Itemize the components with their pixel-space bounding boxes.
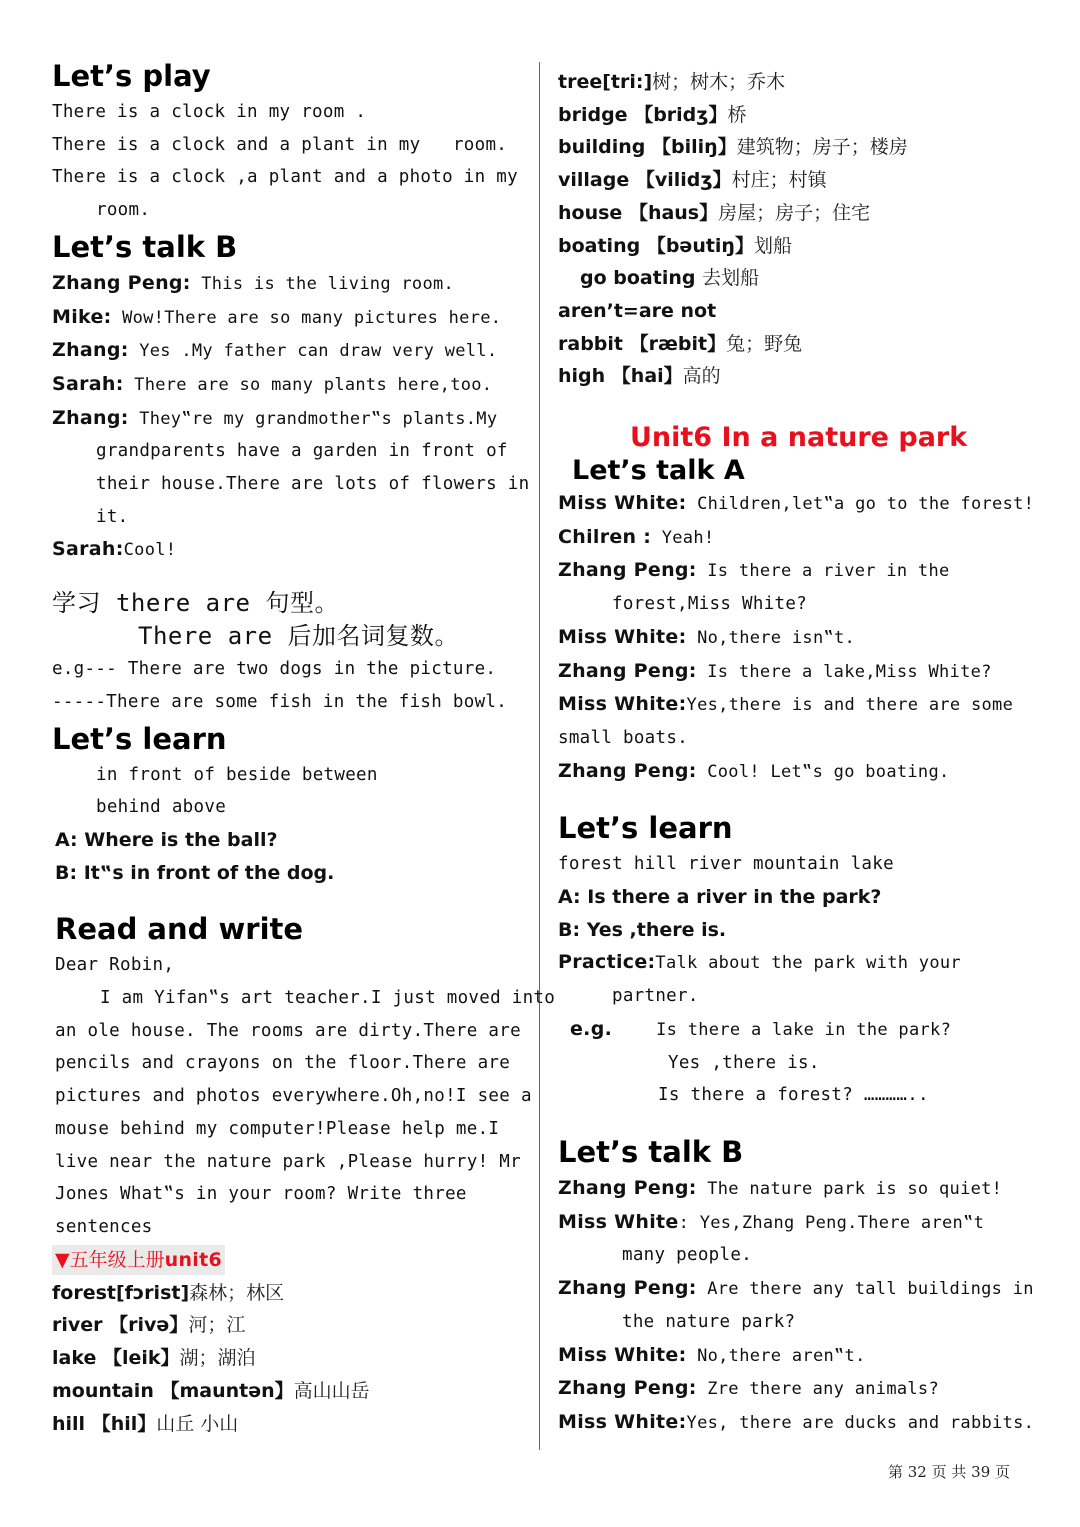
dialogue-continuation: grandparents have a garden in front of bbox=[96, 441, 508, 462]
letter-line: Dear Robin, bbox=[55, 955, 175, 976]
dialogue-line: Zhang Peng: Cool! Let‟s go boating. bbox=[558, 759, 950, 782]
letter-line: pictures and photos everywhere.Oh,no!I see a bbox=[55, 1086, 532, 1107]
dialogue-continuation: the nature park? bbox=[622, 1311, 796, 1332]
vocab-words: forest hill river mountain lake bbox=[558, 854, 894, 875]
vocab-item: aren’t=are not bbox=[558, 299, 717, 322]
dialogue-line: Zhang Peng: Is there a lake,Miss White? bbox=[558, 659, 992, 682]
dialogue-line: Miss White: Yes,Zhang Peng.There aren‟t bbox=[558, 1210, 985, 1233]
unit-tag: ▼五年级上册unit6 bbox=[52, 1244, 524, 1277]
vocab-item: bridge 【bridʒ】桥 bbox=[558, 103, 747, 126]
letter-line: pencils and crayons on the floor.There are bbox=[55, 1053, 511, 1074]
dialogue-continuation: forest,Miss White? bbox=[612, 594, 808, 615]
vocab-item: go boating 去划船 bbox=[580, 267, 760, 290]
dialogue-continuation: small boats. bbox=[558, 727, 689, 748]
dialogue-line: Miss White:Yes, there are ducks and rabbits. bbox=[558, 1410, 1035, 1433]
grammar-note: 学习 there are 句型。 bbox=[52, 589, 339, 618]
section-title-lets-talk-b: Let’s talk B bbox=[52, 229, 238, 264]
dialogue-line: Sarah:Cool! bbox=[52, 538, 177, 561]
left-column bbox=[52, 56, 556, 1440]
letter-line: mouse behind my computer!Please help me.I bbox=[55, 1118, 500, 1139]
practice-line: Practice:Talk about the park with your bbox=[558, 951, 961, 974]
vocab-words: behind above bbox=[96, 797, 227, 818]
section-title-lets-play: Let’s play bbox=[52, 59, 211, 93]
section-title-lets-learn: Let’s learn bbox=[52, 721, 227, 756]
text-line: room. bbox=[96, 200, 151, 221]
vocab-item: building 【biliŋ】建筑物；房子；楼房 bbox=[558, 136, 908, 159]
page-number: 第 32 页 共 39 页 bbox=[888, 1463, 1011, 1481]
section-title-lets-talk-b: Let’s talk B bbox=[558, 1134, 744, 1169]
vocab-item: lake 【leik】湖；湖泊 bbox=[52, 1347, 256, 1370]
grammar-note: There are 后加名词复数。 bbox=[138, 622, 459, 651]
text-line: There is a clock ,a plant and a photo in my bbox=[52, 167, 518, 188]
letter-line: an ole house. The rooms are dirty.There are bbox=[55, 1020, 521, 1041]
dialogue-line: Miss White: No,there aren‟t. bbox=[558, 1343, 866, 1366]
dialogue-continuation: their house.There are lots of flowers in bbox=[96, 474, 530, 495]
vocab-item: house 【haus】房屋；房子；住宅 bbox=[558, 201, 871, 224]
dialogue-line: Mike: Wow!There are so many pictures here. bbox=[52, 305, 502, 328]
dialogue-line: Miss White: Children,let‟a go to the forest! bbox=[558, 492, 1035, 515]
dialogue-line: Miss White:Yes,there is and there are some bbox=[558, 693, 1014, 716]
example-line: -----There are some fish in the fish bowl. bbox=[52, 691, 508, 712]
dialogue-line: Zhang: They‟re my grandmother‟s plants.My bbox=[52, 406, 498, 429]
dialogue-continuation: it. bbox=[96, 506, 129, 527]
dialogue-line: Zhang Peng: Is there a river in the bbox=[558, 559, 950, 582]
practice-continuation: partner. bbox=[612, 986, 699, 1007]
right-column bbox=[558, 66, 1034, 1440]
vocab-item: mountain 【mauntən】高山山岳 bbox=[52, 1379, 370, 1402]
answer-line: B: It‟s in front of the dog. bbox=[55, 861, 335, 884]
example-line: e.g--- There are two dogs in the picture. bbox=[52, 659, 497, 680]
vocab-item: boating 【bəutiŋ】划船 bbox=[558, 234, 792, 257]
text-line: There is a clock and a plant in my room. bbox=[52, 134, 508, 155]
question-line: A: Is there a river in the park? bbox=[558, 886, 882, 909]
vocab-item: tree[tri:]树；树木；乔木 bbox=[558, 71, 786, 93]
dialogue-line: Zhang: Yes .My father can draw very well. bbox=[52, 339, 498, 362]
dialogue-line: Zhang Peng: The nature park is so quiet! bbox=[558, 1176, 1003, 1199]
text-line: There is a clock in my room . bbox=[52, 102, 367, 122]
section-title-read-and-write: Read and write bbox=[55, 912, 304, 947]
letter-line: sentences bbox=[55, 1216, 153, 1237]
letter-line: live near the nature park ,Please hurry! Mr bbox=[55, 1151, 521, 1172]
unit-title: Unit6 In a nature park bbox=[630, 422, 968, 454]
letter-line: I am Yifan‟s art teacher.I just moved into bbox=[100, 988, 556, 1009]
vocab-item: hill 【hil】山丘 小山 bbox=[52, 1412, 239, 1435]
dialogue-continuation: many people. bbox=[622, 1245, 753, 1266]
dialogue-line: Chilren : Yeah! bbox=[558, 525, 715, 548]
section-title-lets-talk-a: Let’s talk A bbox=[572, 455, 745, 487]
dialogue-line: Miss White: No,there isn‟t. bbox=[558, 625, 856, 648]
dialogue-line: Zhang Peng: Zre there any animals? bbox=[558, 1377, 940, 1400]
example-line: Is there a forest? ………….. bbox=[658, 1085, 929, 1106]
column-divider bbox=[539, 62, 540, 1450]
vocab-item: river 【rivə】河；江 bbox=[52, 1314, 246, 1337]
vocab-item: village 【vilidʒ】村庄；村镇 bbox=[558, 169, 827, 192]
example-line: e.g. Is there a lake in the park? bbox=[570, 1017, 952, 1040]
dialogue-line: Sarah: There are so many plants here,too. bbox=[52, 372, 493, 395]
vocab-words: in front of beside between bbox=[96, 764, 378, 785]
answer-line: B: Yes ,there is. bbox=[558, 918, 727, 941]
question-line: A: Where is the ball? bbox=[55, 828, 278, 851]
example-line: Yes ,there is. bbox=[668, 1052, 820, 1073]
vocab-item: high 【hai】高的 bbox=[558, 365, 721, 388]
dialogue-line: Zhang Peng: Are there any tall buildings in bbox=[558, 1277, 1034, 1300]
dialogue-line: Zhang Peng: This is the living room. bbox=[52, 271, 455, 294]
section-title-lets-learn: Let’s learn bbox=[558, 811, 733, 846]
vocab-item: forest[fɔrist]森林；林区 bbox=[52, 1281, 285, 1304]
vocab-item: rabbit 【ræbit】兔；野兔 bbox=[558, 332, 803, 355]
letter-line: Jones What‟s in your room? Write three bbox=[55, 1184, 467, 1205]
